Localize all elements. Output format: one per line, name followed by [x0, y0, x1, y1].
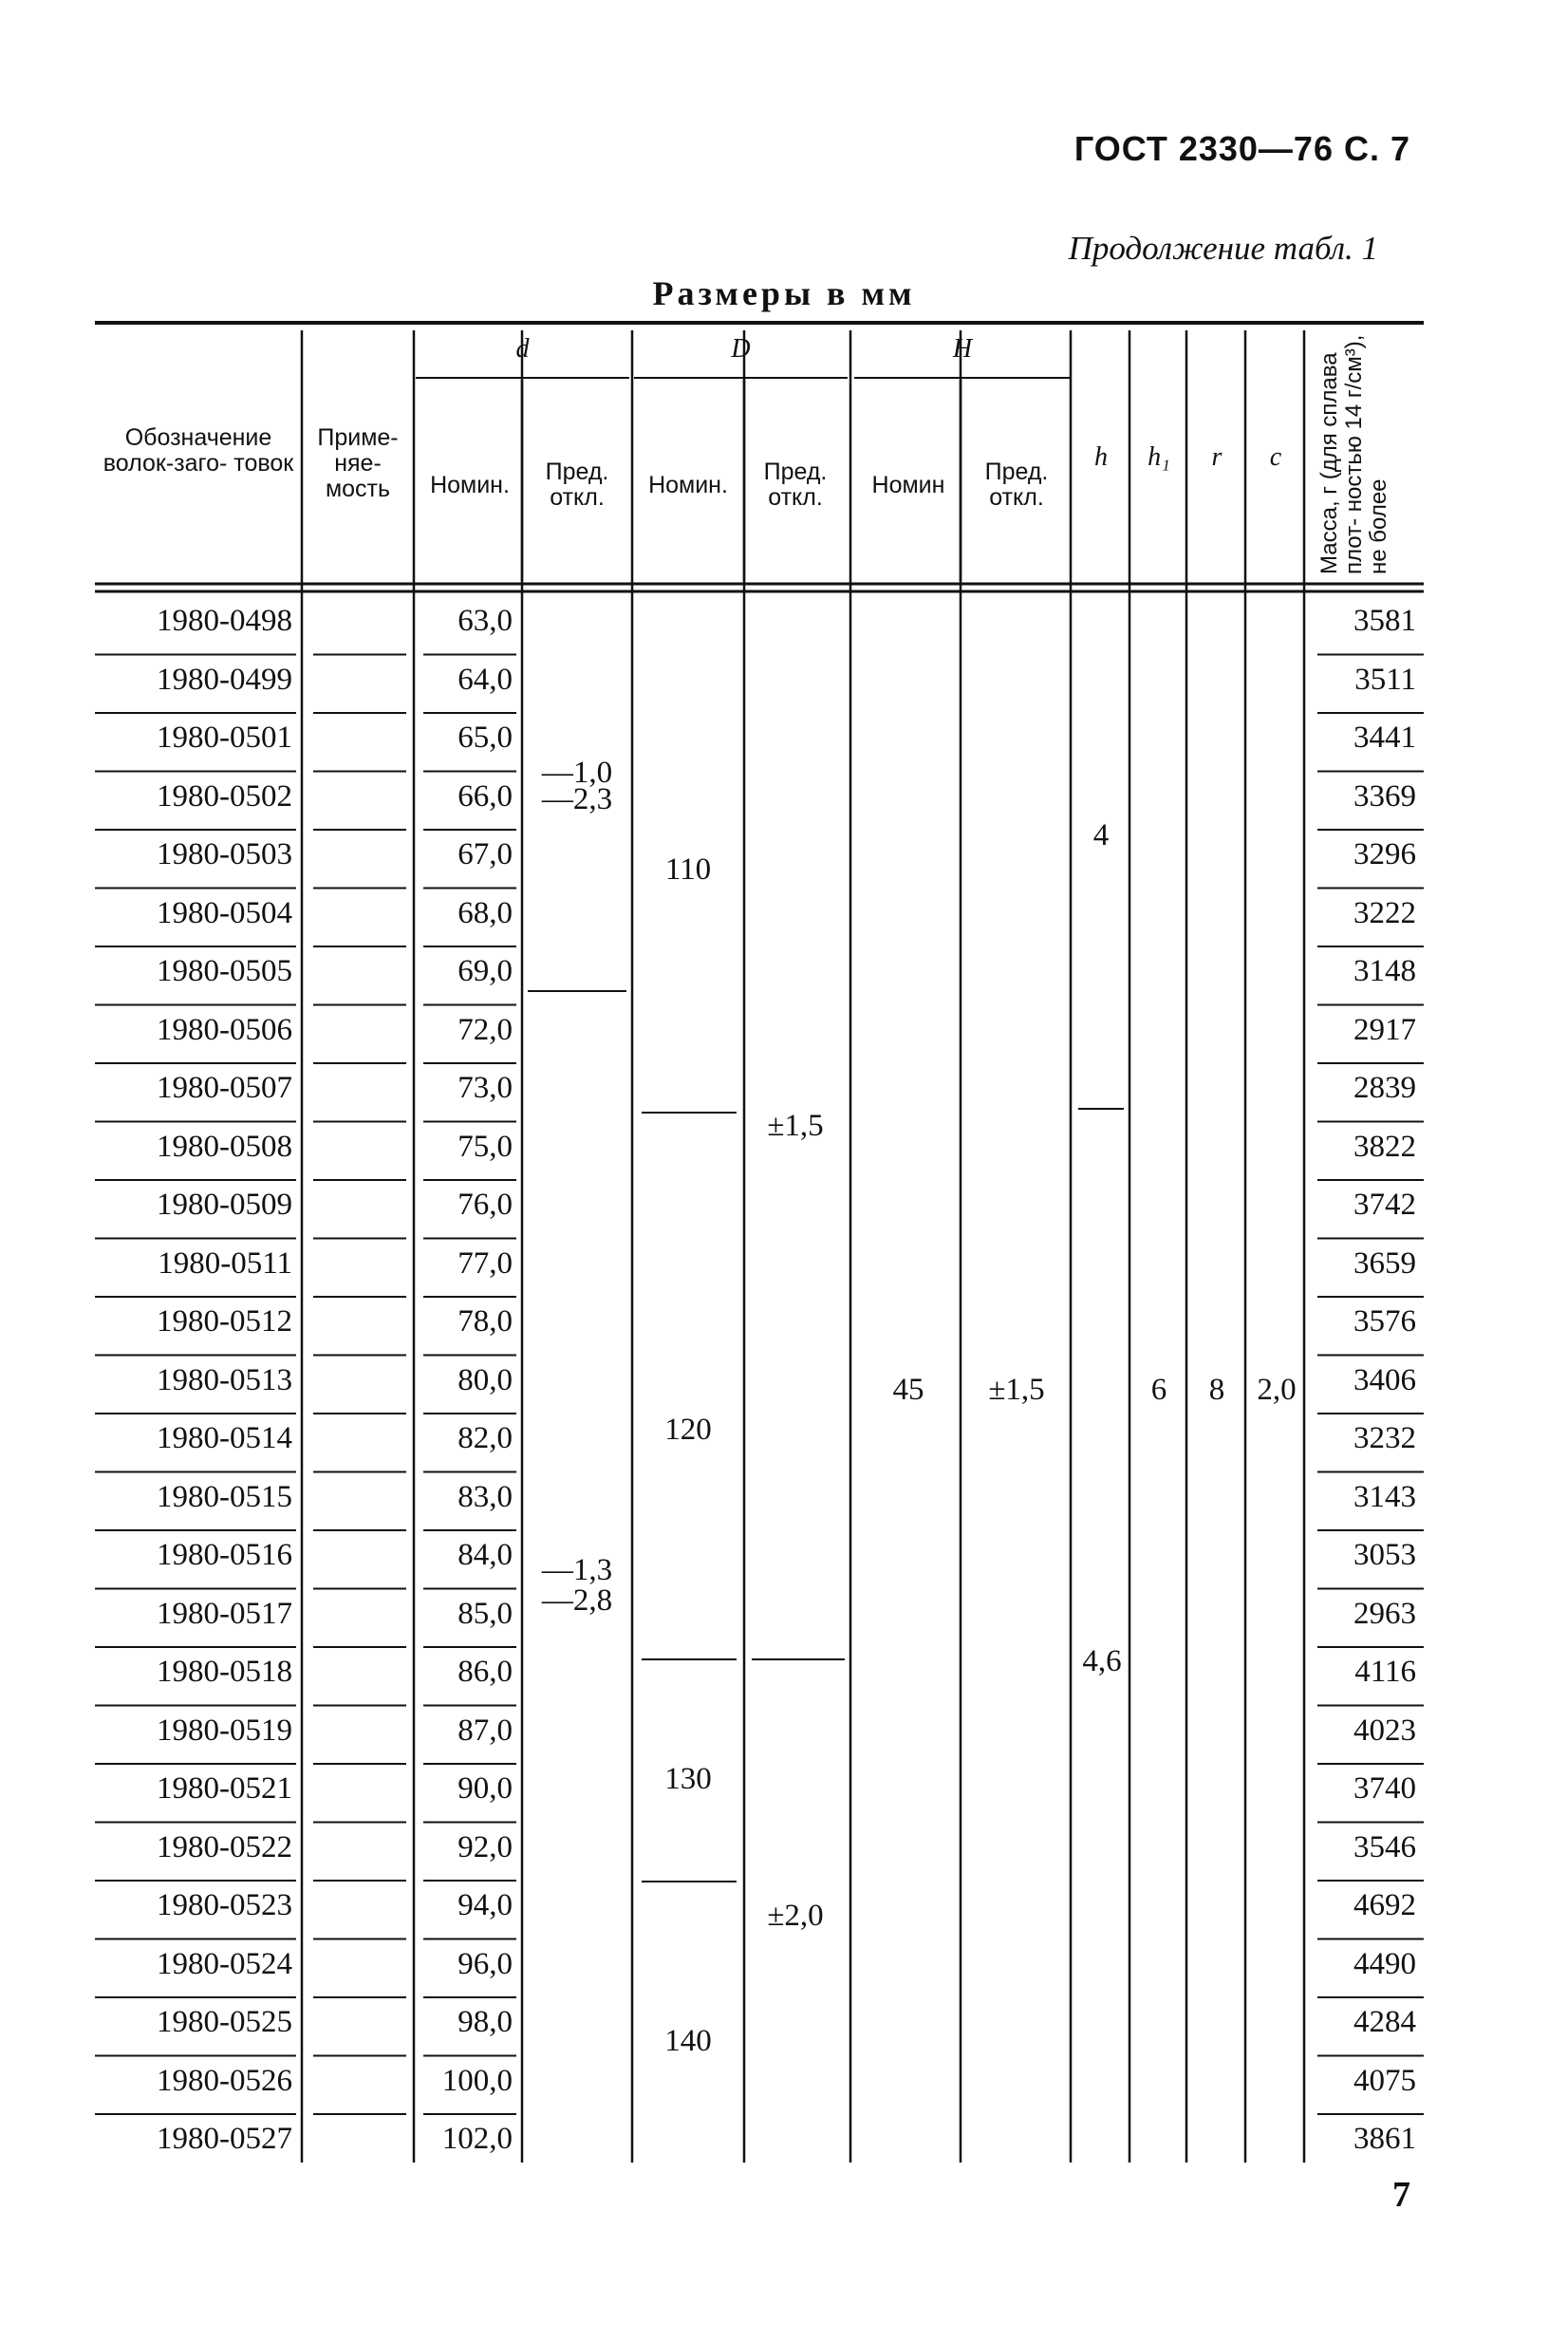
designation-cell: 1980-0526	[157, 2063, 292, 2098]
mass-cell: 2839	[1353, 1071, 1416, 1105]
mass-cell: 3143	[1353, 1479, 1416, 1514]
header-H-deviation: Пред. откл.	[984, 459, 1049, 511]
header-H-nominal: Номин	[871, 472, 945, 498]
d-nominal-cell: 100,0	[441, 2063, 513, 2098]
mass-cell: 3861	[1353, 2122, 1416, 2156]
D-deviation-1: ±1,5	[767, 1109, 824, 1143]
designation-cell: 1980-0518	[157, 1655, 292, 1689]
designation-cell: 1980-0499	[157, 662, 292, 697]
mass-cell: 4023	[1353, 1713, 1416, 1748]
mass-cell: 3148	[1353, 954, 1416, 988]
d-nominal-cell: 82,0	[457, 1421, 513, 1455]
D-140: 140	[664, 2024, 712, 2058]
d-deviation-group-2	[524, 1555, 630, 1616]
d-deviation-lower-2: —2,8	[541, 1583, 613, 1618]
D-110: 110	[664, 852, 712, 887]
mass-cell: 3296	[1353, 837, 1416, 871]
mass-cell: 3511	[1354, 662, 1416, 697]
header-d-deviation: Пред. откл.	[545, 459, 609, 511]
designation-cell: 1980-0504	[157, 895, 292, 930]
designation-cell: 1980-0506	[157, 1012, 292, 1047]
designation-cell: 1980-0512	[157, 1304, 292, 1339]
mass-cell: 4284	[1353, 2005, 1416, 2039]
d-deviation-lower-1: —2,3	[541, 782, 613, 816]
designation-cell: 1980-0511	[158, 1245, 292, 1281]
d-nominal-cell: 67,0	[457, 837, 513, 871]
d-nominal-cell: 66,0	[457, 778, 513, 814]
c-value: 2,0	[1257, 1373, 1297, 1407]
mass-cell: 3369	[1353, 778, 1416, 814]
mass-cell: 3546	[1353, 1829, 1416, 1864]
designation-cell: 1980-0509	[157, 1188, 292, 1222]
d-nominal-cell: 80,0	[457, 1362, 513, 1397]
designation-cell: 1980-0524	[157, 1946, 292, 1981]
mass-cell: 2963	[1353, 1596, 1416, 1631]
designation-cell: 1980-0505	[157, 954, 292, 988]
header-r: r	[1211, 442, 1223, 472]
mass-cell: 3740	[1353, 1771, 1416, 1806]
header-h1: h₁	[1148, 442, 1170, 472]
d-nominal-cell: 72,0	[457, 1012, 513, 1047]
designation-cell: 1980-0508	[157, 1129, 292, 1164]
mass-cell: 4075	[1353, 2063, 1416, 2098]
d-nominal-cell: 69,0	[457, 954, 513, 988]
d-nominal-cell: 96,0	[457, 1946, 513, 1981]
d-nominal-cell: 77,0	[457, 1245, 513, 1281]
designation-cell: 1980-0516	[157, 1538, 292, 1572]
header-d: d	[515, 334, 530, 364]
d-nominal-cell: 68,0	[457, 895, 513, 930]
designation-cell: 1980-0501	[157, 721, 292, 755]
designation-cell: 1980-0519	[157, 1713, 292, 1748]
header-D-deviation: Пред. откл.	[763, 459, 828, 511]
header-h: h	[1094, 442, 1108, 472]
d-nominal-cell: 90,0	[457, 1771, 513, 1806]
mass-cell: 3053	[1353, 1538, 1416, 1572]
designation-cell: 1980-0521	[157, 1771, 292, 1806]
d-nominal-cell: 87,0	[457, 1713, 513, 1748]
D-deviation-2: ±2,0	[767, 1899, 824, 1933]
table-continuation-note: Продолжение табл. 1	[1068, 230, 1378, 267]
mass-cell: 3222	[1353, 895, 1416, 930]
designation-cell: 1980-0523	[157, 1888, 292, 1922]
header-mass: Масса, г (для сплава плот- ностью 14 г/см³), не более	[1316, 334, 1391, 574]
mass-cell: 3406	[1353, 1362, 1416, 1397]
designation-cell: 1980-0498	[157, 604, 292, 638]
designation-cell: 1980-0527	[157, 2122, 292, 2156]
d-deviation-upper-2: —1,3	[541, 1553, 613, 1587]
h-value-2: 4,6	[1082, 1644, 1122, 1678]
designation-cell: 1980-0502	[157, 778, 292, 814]
d-nominal-cell: 83,0	[457, 1479, 513, 1514]
header-applicability: Приме- няе- мость	[317, 424, 399, 502]
units-caption: Размеры в мм	[652, 274, 916, 312]
designation-cell: 1980-0513	[157, 1362, 292, 1397]
page-number: 7	[1392, 2175, 1410, 2215]
d-nominal-cell: 86,0	[457, 1655, 513, 1689]
designation-cell: 1980-0525	[157, 2005, 292, 2039]
header-designation: Обозначение волок-заго- товок	[103, 424, 294, 477]
header-d-nominal: Номин.	[430, 472, 510, 498]
d-nominal-cell: 84,0	[457, 1538, 513, 1572]
header-c: c	[1269, 442, 1282, 472]
r-value: 8	[1208, 1373, 1225, 1407]
h-value-1: 4	[1092, 818, 1110, 852]
d-nominal-cell: 98,0	[457, 2005, 513, 2039]
mass-cell: 2917	[1353, 1012, 1416, 1047]
designation-cell: 1980-0507	[157, 1071, 292, 1105]
mass-cell: 3659	[1353, 1245, 1416, 1281]
designation-cell: 1980-0503	[157, 837, 292, 871]
D-120: 120	[664, 1413, 712, 1447]
designation-cell: 1980-0515	[157, 1479, 292, 1514]
mass-cell: 4116	[1354, 1655, 1416, 1689]
h1-value: 6	[1150, 1373, 1167, 1407]
mass-cell: 4692	[1353, 1888, 1416, 1922]
d-deviation-upper-1: —1,0	[541, 756, 613, 790]
d-deviation-group-1	[524, 756, 630, 816]
d-nominal-cell: 73,0	[457, 1071, 513, 1105]
page-reference: ГОСТ 2330—76 С. 7	[1073, 129, 1410, 168]
H-deviation: ±1,5	[988, 1373, 1045, 1407]
mass-cell: 3581	[1353, 604, 1416, 638]
designation-cell: 1980-0514	[157, 1421, 292, 1455]
mass-cell: 3742	[1353, 1188, 1416, 1222]
designation-cell: 1980-0517	[157, 1596, 292, 1631]
header-D-nominal: Номин.	[648, 472, 728, 498]
d-nominal-cell: 85,0	[457, 1596, 513, 1631]
d-nominal-cell: 65,0	[457, 721, 513, 755]
mass-cell: 3576	[1353, 1304, 1416, 1339]
mass-cell: 4490	[1353, 1946, 1416, 1981]
H-nominal: 45	[892, 1373, 924, 1407]
d-nominal-cell: 78,0	[457, 1304, 513, 1339]
mass-cell: 3441	[1353, 721, 1416, 755]
d-nominal-cell: 64,0	[457, 662, 513, 697]
mass-cell: 3232	[1353, 1421, 1416, 1455]
d-nominal-cell: 94,0	[457, 1888, 513, 1922]
d-nominal-cell: 76,0	[457, 1188, 513, 1222]
D-130: 130	[664, 1762, 712, 1796]
d-nominal-cell: 63,0	[457, 604, 513, 638]
d-nominal-cell: 75,0	[457, 1129, 513, 1164]
header-D: D	[731, 334, 751, 364]
d-nominal-cell: 92,0	[457, 1829, 513, 1864]
header-H: H	[952, 334, 973, 364]
mass-cell: 3822	[1353, 1129, 1416, 1164]
d-nominal-cell: 102,0	[441, 2122, 513, 2156]
designation-cell: 1980-0522	[157, 1829, 292, 1864]
